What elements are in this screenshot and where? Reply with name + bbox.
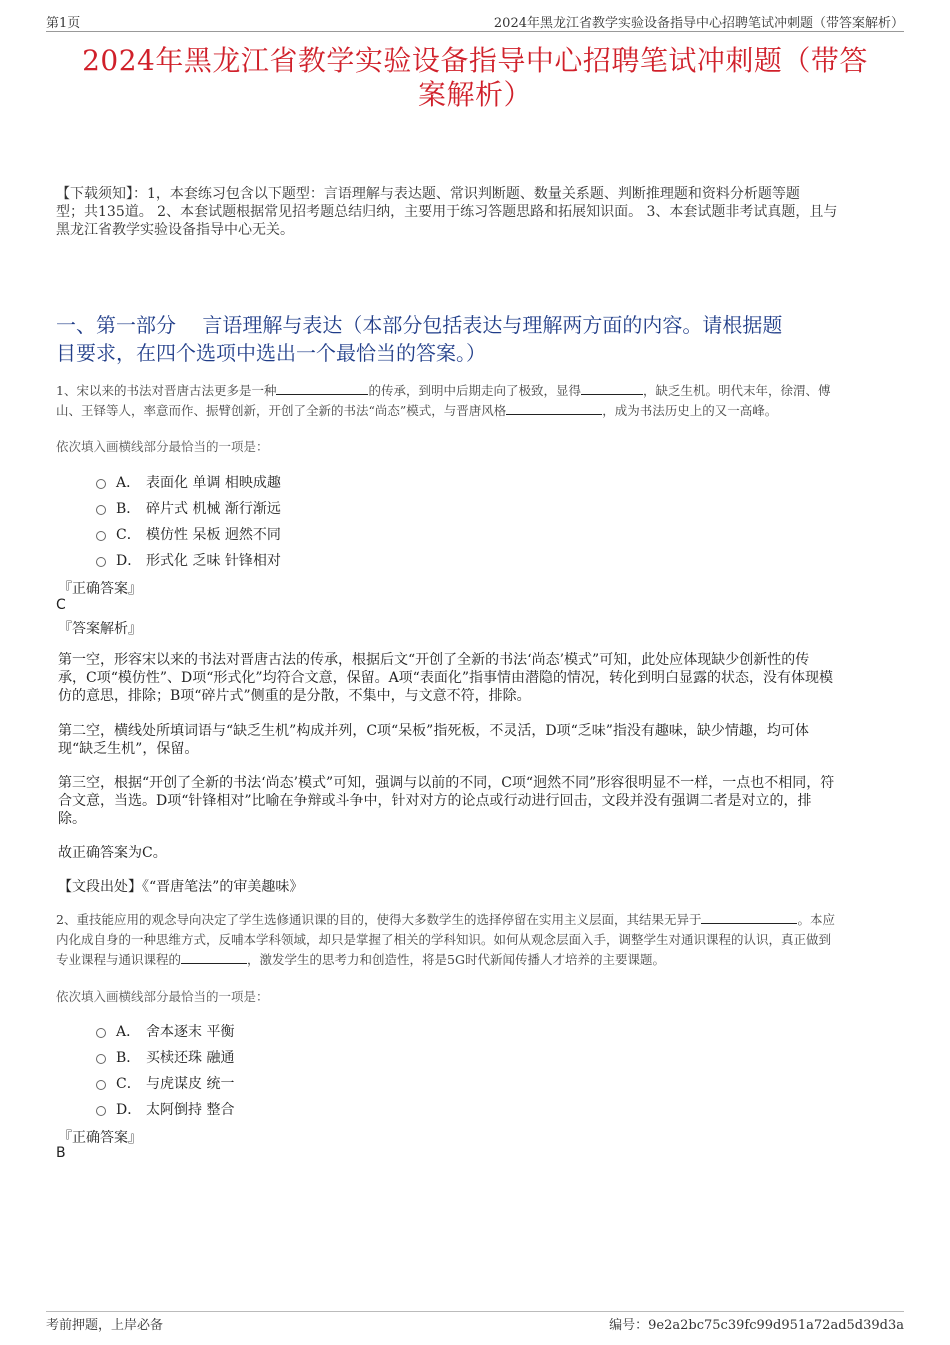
page-number: 第1页 [46, 16, 81, 31]
section-heading [56, 311, 890, 367]
notice-line: 黑龙江省教学实验设备指导中心无关。 [56, 222, 294, 238]
question-1-text [56, 381, 898, 421]
question-line: 2、重技能应用的观念导向决定了学生选修通识课的目的，使得大多数学生的选择停留在实用主义层面，其结果无异于 。本应 [56, 912, 835, 927]
notice-line: 型；共135道。 2、本套试题根据常见招考题总结归纳，主要用于练习答题思路和拓展知识面。 3、本套试题非考试真题，且与 [56, 204, 838, 220]
document-title-line-2: 案解析） [417, 78, 532, 111]
footer-divider [46, 1311, 904, 1312]
section-heading-line: 目要求，在四个选项中选出一个最恰当的答案。） [56, 341, 486, 365]
document-title [46, 44, 904, 112]
question-line: 1、宋以来的书法对晋唐古法更多是一种 的传承，到明中后期走向了极致，显得 ，缺乏生机。明代末年，徐渭、傅 [56, 383, 831, 398]
radio-icon[interactable] [96, 505, 106, 515]
header-divider [46, 31, 904, 32]
correct-answer-label: 『正确答案』 [58, 1130, 142, 1146]
radio-icon[interactable] [96, 1054, 106, 1064]
question-line: 内化成自身的一种思维方式，反哺本学科领域，却只是掌握了相关的学科知识。如何从观念层面入手，调整学生对通识课程的认识，真正做到 [56, 932, 832, 947]
running-title: 2024年黑龙江省教学实验设备指导中心招聘笔试冲刺题（带答案解析） [493, 16, 904, 31]
answer-blank [506, 401, 602, 415]
question-2-prompt: 依次填入画横线部分最恰当的一项是： [56, 989, 269, 1004]
document-id: 编号：9e2a2bc75c39fc99d951a72ad5d39d3a [609, 1318, 904, 1333]
answer-blank [181, 950, 247, 964]
question-1-prompt: 依次填入画横线部分最恰当的一项是： [56, 439, 269, 454]
correct-answer: C [56, 597, 66, 613]
notice-line: 【下载须知】：1，本套练习包含以下题型：言语理解与表达题、常识判断题、数量关系题、判断推理题和资料分析题等题 [56, 186, 800, 202]
q1-option-d[interactable]: D． 形式化 乏味 针锋相对 [96, 550, 281, 570]
radio-icon[interactable] [96, 1106, 106, 1116]
answer-blank [276, 381, 368, 395]
answer-blank [701, 910, 797, 924]
correct-answer: B [56, 1145, 66, 1161]
section-heading-line: 一、第一部分 言语理解与表达（本部分包括表达与理解两方面的内容。请根据题 [56, 313, 783, 337]
footer-slogan: 考前押题，上岸必备 [46, 1318, 164, 1333]
radio-icon[interactable] [96, 1080, 106, 1090]
q2-option-c[interactable]: C． 与虎谋皮 统一 [96, 1073, 234, 1093]
analysis-label: 『答案解析』 [58, 621, 142, 637]
q1-option-c[interactable]: C． 模仿性 呆板 迥然不同 [96, 524, 281, 544]
analysis-paragraph-3: 第三空，根据“开创了全新的书法‘尚态’模式”可知，强调与以前的不同，C项“迥然不同”形容很明显不一样，一点也不相同，符 合文意，当选。D项“针锋相对”比喻在争辩或斗争中，针对对方的论点或行动进行回击，文段并没有强调二者是对立的，排 除。 [58, 775, 835, 827]
analysis-paragraph-2: 第二空，横线处所填词语与“缺乏生机”构成并列，C项“呆板”指死板，不灵活，D项“乏味”指没有趣味，缺少情趣，均可体 现“缺乏生机”，保留。 [58, 723, 809, 757]
radio-icon[interactable] [96, 1028, 106, 1038]
q1-option-b[interactable]: B． 碎片式 机械 渐行渐远 [96, 498, 281, 518]
analysis-conclusion: 故正确答案为C。 [58, 845, 167, 861]
document-title-line-1: 2024年黑龙江省教学实验设备指导中心招聘笔试冲刺题（带答 [82, 44, 868, 77]
radio-icon[interactable] [96, 557, 106, 567]
question-line: 山、王铎等人，率意而作、振臂创新，开创了全新的书法“尚态”模式，与晋唐风格 ，成为书法历史上的又一高峰。 [56, 403, 778, 418]
analysis-paragraph-1: 第一空，形容宋以来的书法对晋唐古法的传承，根据后文“开创了全新的书法‘尚态’模式”可知，此处应体现缺少创新性的传 承，C项“模仿性”、D项“形式化”均符合文意，保留。A项“表面化”指事情由潜隐的情况，转化到明白显露的状态，没有体现模 仿的意思，排除；B项“碎片式”侧重的是分散，不集中，与文意不符，排除。 [58, 652, 833, 704]
radio-icon[interactable] [96, 479, 106, 489]
answer-blank [581, 381, 643, 395]
q2-option-d[interactable]: D． 太阿倒持 整合 [96, 1099, 234, 1119]
q1-option-a[interactable]: A． 表面化 单调 相映成趣 [96, 472, 281, 492]
correct-answer-label: 『正确答案』 [58, 581, 142, 597]
question-line: 专业课程与通识课程的 ，激发学生的思考力和创造性，将是5G时代新闻传播人才培养的主要课题。 [56, 952, 665, 967]
radio-icon[interactable] [96, 531, 106, 541]
q2-option-b[interactable]: B． 买椟还珠 融通 [96, 1047, 234, 1067]
passage-source: 【文段出处】《“晋唐笔法”的审美趣味》 [58, 879, 304, 895]
question-2-text [56, 910, 898, 970]
download-notice [56, 185, 900, 239]
q2-option-a[interactable]: A． 舍本逐末 平衡 [96, 1021, 234, 1041]
